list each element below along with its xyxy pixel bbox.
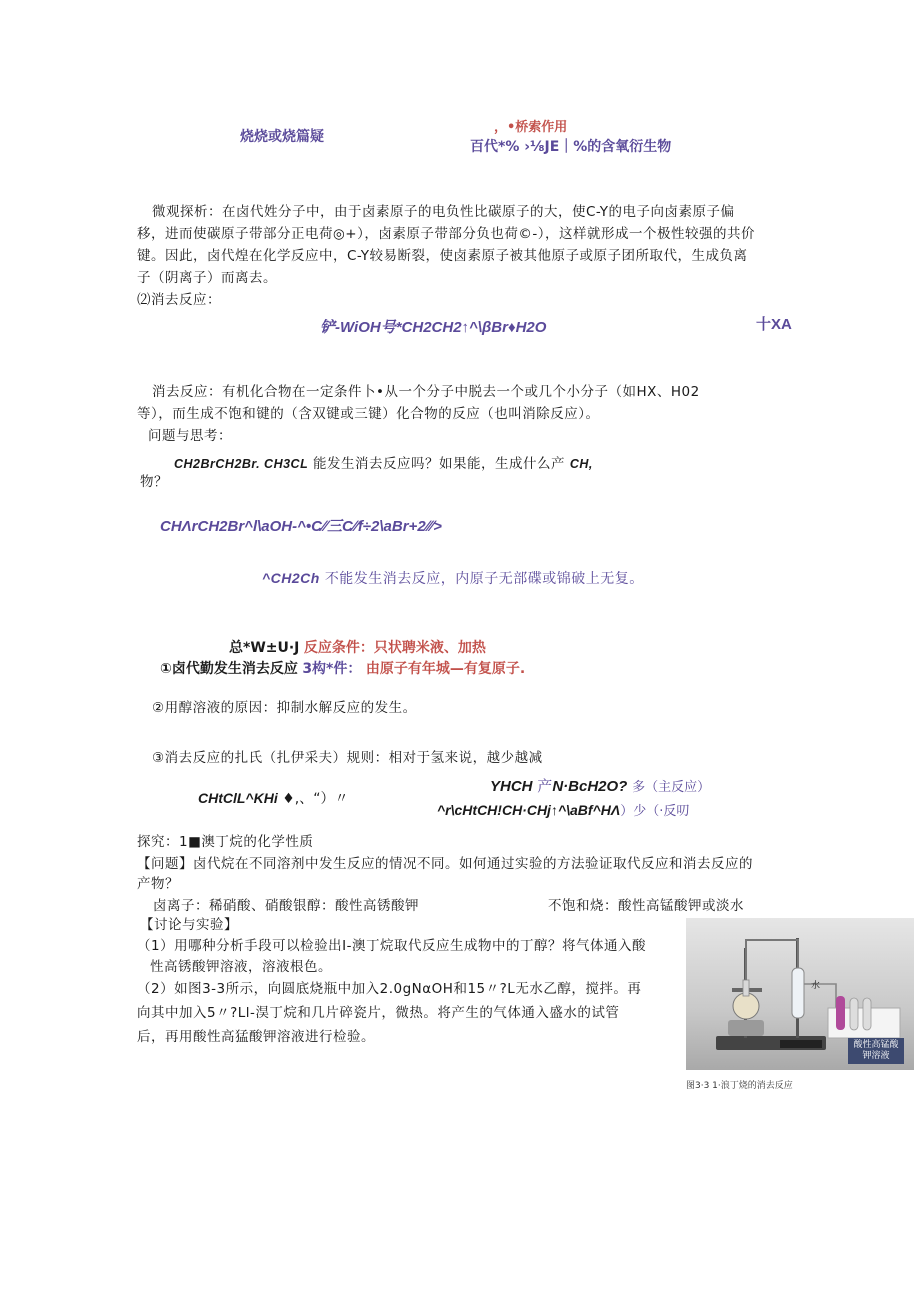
zaitsev-top-chem: YHCH (490, 778, 533, 795)
explore-unsat: 不饱和烧：酸性高锰酸钾或淡水 (548, 898, 744, 914)
explore-d1-line-1: （1）用哪种分析手段可以检验出I-澳丁烷取代反应生成物中的丁醇？将气体通入酸 (137, 938, 646, 954)
summary-item-1: ①卤代勤发生消去反应 (160, 661, 298, 677)
elimination-equation-right: 十XA (756, 316, 792, 333)
explore-title: 探究：1■澳丁烷的化学性质 (137, 834, 314, 850)
explore-discuss: 【讨论与实验】 (140, 917, 238, 933)
zaitsev-top-chem-2: N·BcH2O? (552, 778, 628, 795)
header-left-title: 烧烧或烧篇疑 (240, 129, 324, 145)
elimination-equation: 铲-WiOH号*CH2CH2↑^\βBr♦H2O (320, 319, 547, 336)
question-text: 能发生消去反应吗？如果能，生成什么产 (313, 456, 566, 472)
explore-halide: 卤离子：稀硝酸、硝酸银醇：酸性高锈酸钾 (153, 898, 419, 914)
explore-problem-1: 【问题】卤代烷在不同溶剂中发生反应的情况不同。如何通过实验的方法验证取代反应和消去反应的 (137, 856, 753, 872)
explore-d2-line-1: （2）如图3-3所示，向圆底烧瓶中加入2.0gNαOH和15〃?L无水乙醇，搅拌。再 (137, 981, 642, 997)
question-chem: CH2BrCH2Br. CH3CL (174, 457, 309, 471)
elimination-def-line-1: 消去反应：有机化合物在一定条件卜•从一个分子中脱去一个或几个小分子（如HX、H02 (152, 384, 700, 400)
summary-cond-1: 反应条件：只状聘米液、加热 (303, 640, 486, 656)
answer-text-2: 不能发生消去反应，内原子无部碟或锦破上无复。 (324, 571, 644, 587)
micro-line-1: 微观探析：在卤代姓分子中，由于卤素原子的电负性比碳原子的大，使C-Y的电子向卤素原子偏 (152, 204, 735, 220)
zaitsev-bottom-text: ）少（·反叨 (620, 804, 690, 819)
zaitsev-top-text: 多（主反应） (632, 780, 711, 795)
micro-line-2: 移，进而使碳原子带部分正电荷◎+），卤素原子带部分负也荷©-），这样就形成一个极性较强的共价 (137, 226, 755, 242)
explore-d2-line-3: 后，再用酸性高猛酸钾溶液进行检验。 (137, 1029, 375, 1045)
summary-line-1 (229, 637, 486, 657)
question-chem-2: CH, (569, 457, 593, 471)
question-line-2: 物？ (140, 474, 168, 490)
explore-d2-line-2: 向其中加入5〃?Ll-淏丁烷和几片碎瓷片，微热。将产生的气体通入盛水的试管 (137, 1005, 620, 1021)
apparatus-figure (686, 918, 914, 1070)
zaitsev-bottom (437, 800, 689, 819)
zaitsev-left-chem: CHtClL^KHi (198, 790, 278, 806)
zaitsev-left (198, 788, 348, 808)
answer-line-2 (262, 568, 644, 588)
question-label: 问题与思考： (148, 428, 232, 444)
explore-d1-line-2: 性高锈酸钾溶液，溶液根色。 (150, 959, 332, 975)
answer-equation-1: CHΛrCH2Br^l\aOH-^•C∕∕三C∕∕f÷2\aBr+2∕∕∕> (160, 518, 442, 535)
solution-label: 酸性高锰酸钾溶液 (848, 1038, 904, 1064)
summary-label: 总*W±U·J (229, 640, 300, 656)
summary-item-1-mid: 3构*件： (302, 661, 362, 677)
figure-caption: 图3·3 1·浪丁烧的消去反应 (686, 1081, 793, 1091)
question-line-1 (174, 452, 593, 472)
explore-problem-2: 产物？ (137, 876, 179, 892)
micro-line-3: 键。因此，卤代煌在化学反应中，C-Y较易断裂，使卤素原子被其他原子或原子团所取代，生成负离 (137, 248, 748, 264)
header-right-top: ，•桥索作用 (494, 120, 568, 135)
section2-title: ⑵消去反应： (137, 292, 221, 308)
micro-line-4: 子（阴离子）而离去。 (137, 270, 277, 286)
answer-chem-2: ^CH2Ch (262, 570, 320, 586)
header-right-bottom: 百代*% ›⅛JE｜%的含氧衍生物 (470, 139, 672, 155)
water-label: 水 (811, 981, 821, 991)
summary-item-2: ②用醇溶液的原因：抑制水解反应的发生。 (152, 700, 417, 716)
zaitsev-top (490, 775, 710, 796)
zaitsev-bottom-chem: ^r\cHtCH!CH·CHj↑^\aBf^HΛ (437, 802, 621, 818)
zaitsev-left-rest: ♦,、“）〃 (282, 791, 349, 807)
elimination-def-line-2: 等），而生成不饱和键的（含双键或三键）化合物的反应（也叫消除反应）。 (137, 406, 600, 422)
zaitsev-top-mid: 产 (537, 777, 553, 795)
summary-item-3: ③消去反应的扎氏（扎伊采夫）规则：相对于氢来说，越少越减 (152, 750, 543, 766)
summary-item-1-red: 由原子有年城—有复原子. (365, 661, 526, 677)
summary-line-2 (160, 658, 525, 678)
